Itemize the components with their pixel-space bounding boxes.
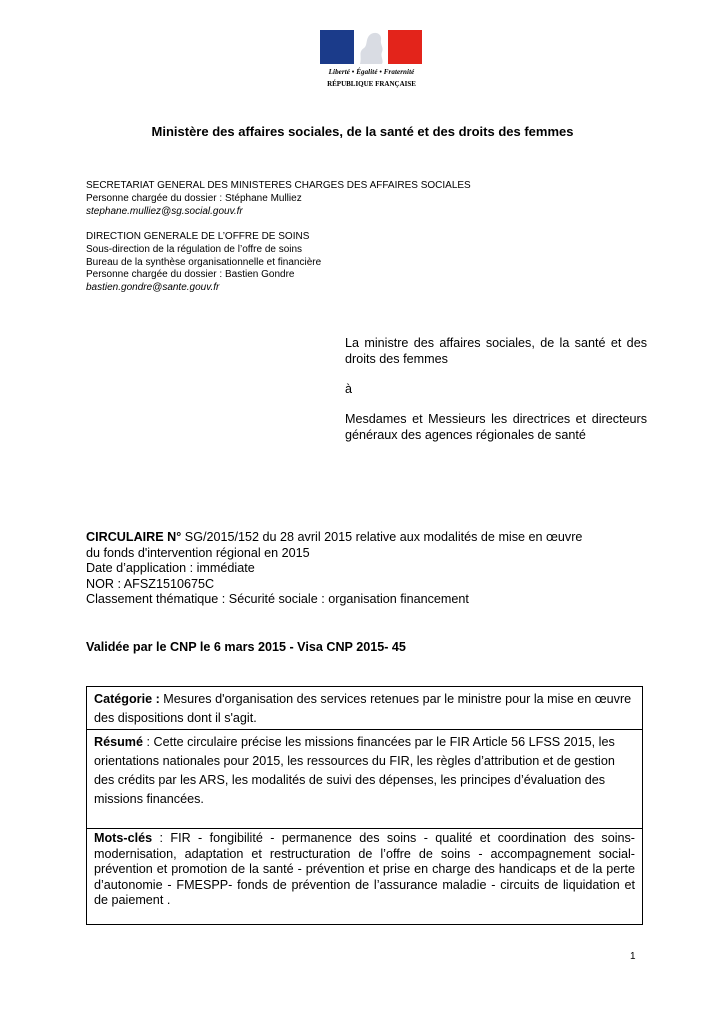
marianne-flag-icon: [320, 30, 422, 64]
flag-blue-band: [320, 30, 354, 64]
circular-line1: SG/2015/152 du 28 avril 2015 relative aux modalités de mise en œuvre: [181, 530, 583, 544]
contact-subdirection: Sous-direction de la régulation de l’offre de soins: [86, 243, 303, 255]
contact-email: stephane.mulliez@sg.social.gouv.fr: [86, 205, 243, 217]
contact-bureau: Bureau de la synthèse organisationnelle et financière: [86, 256, 322, 268]
contact-block-dgos: [86, 231, 321, 295]
contact-block-sg: [86, 180, 471, 218]
contact-person: Personne chargée du dossier : Bastien Gondre: [86, 269, 295, 281]
contact-email: bastien.gondre@sante.gouv.fr: [86, 282, 220, 294]
table-row-categorie: [87, 687, 642, 729]
logo-motto: Liberté • Égalité • Fraternité: [328, 68, 415, 76]
circular-nor: NOR : AFSZ1510675C: [86, 576, 215, 591]
circular-reference: [86, 530, 641, 546]
resume-label: Résumé: [94, 735, 143, 749]
summary-table: [86, 686, 643, 925]
mots-cles-label: Mots-clés: [94, 831, 153, 845]
validation-line: Validée par le CNP le 6 mars 2015 - Visa CNP 2015- 45: [86, 640, 406, 654]
address-to: à: [345, 382, 353, 396]
circular-application-date: Date d’application : immédiate: [86, 561, 255, 576]
marianne-logo: [320, 30, 423, 88]
circular-classement: Classement thématique : Sécurité sociale : organisation financement: [86, 592, 469, 607]
circular-line2: du fonds d'intervention régional en 2015: [86, 545, 310, 560]
contact-org: DIRECTION GENERALE DE L’OFFRE DE SOINS: [86, 231, 310, 242]
contact-person: Personne chargée du dossier : Stéphane Mulliez: [86, 192, 302, 204]
contact-org: SECRETARIAT GENERAL DES MINISTERES CHARGES DES AFFAIRES SOCIALES: [86, 180, 471, 191]
circular-info: [86, 530, 641, 608]
marianne-profile-icon: [354, 30, 388, 64]
flag-red-band: [388, 30, 422, 64]
resume-text: : Cette circulaire précise les missions financées par le FIR Article 56 LFSS 2015, les orientations nationales pour 2015, les ressources du FIR, les règles d’attribution et de gestion des crédits par les ARS, les modalités de suivi des dépenses, les principes d’évaluation des missions financées.: [94, 735, 615, 806]
page-number: 1: [630, 951, 636, 962]
ministry-title: Ministère des affaires sociales, de la santé et des droits des femmes: [151, 124, 574, 139]
address-block: [345, 335, 647, 443]
flag-white-band: [354, 30, 388, 64]
table-row-resume: [87, 729, 642, 828]
circular-label: CIRCULAIRE N°: [86, 530, 182, 544]
table-row-mots-cles: [87, 828, 642, 924]
mots-cles-text: : FIR - fongibilité - permanence des soins - qualité et coordination des soins-modernisation, adaptation et restructuration de l’offre de soins - accompagnement social-prévention et promotion de la santé - prévention et prise en charge des handicaps et de la perte d’autonomie - FMESPP- fonds de prévention de l’assurance maladie - circuits de liquidation et de paiement .: [94, 831, 635, 908]
address-from: La ministre des affaires sociales, de la santé et des droits des femmes: [345, 336, 647, 366]
categorie-text: Mesures d'organisation des services retenues par le ministre pour la mise en œuvre des dispositions dont il s'agit.: [94, 692, 632, 725]
logo-republic: RÉPUBLIQUE FRANÇAISE: [327, 80, 416, 88]
categorie-label: Catégorie :: [94, 692, 160, 706]
address-recipients: Mesdames et Messieurs les directrices et directeurs généraux des agences régionales de santé: [345, 412, 647, 442]
